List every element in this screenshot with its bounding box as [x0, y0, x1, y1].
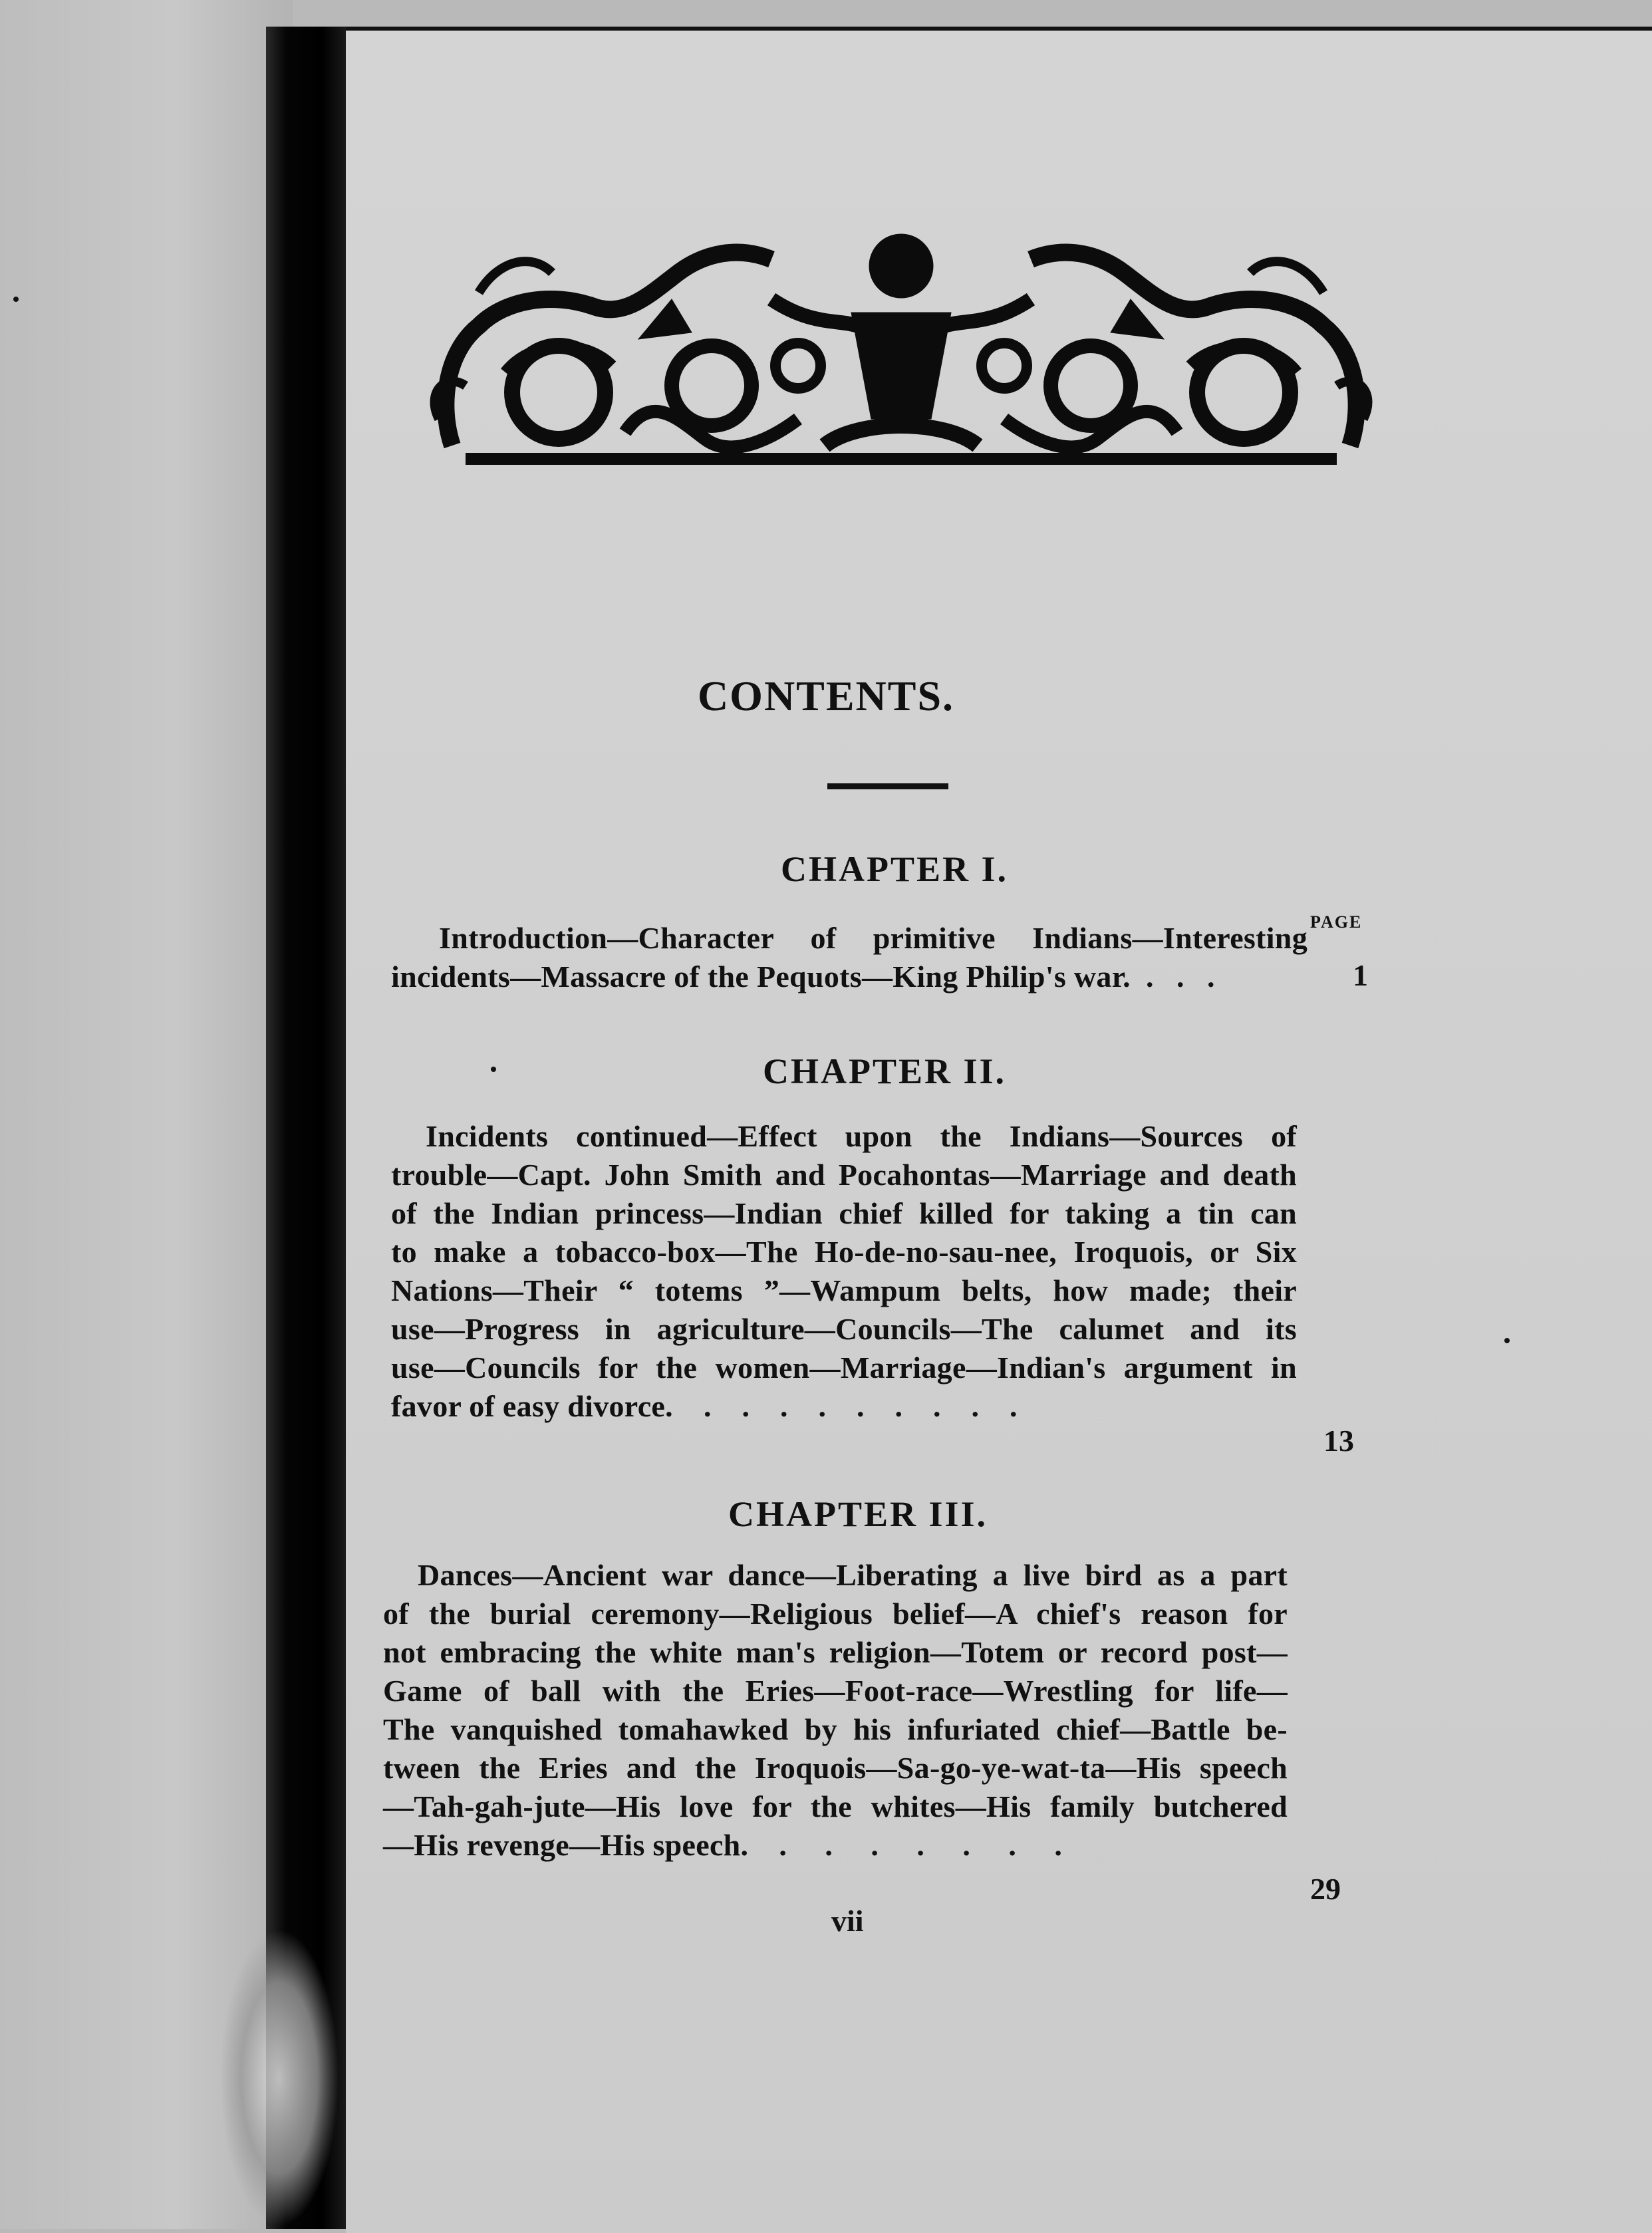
- summary-line: not embracing the white man's religion—Totem or record post—: [383, 1635, 1288, 1669]
- summary-line: Nations—Their “ totems ”—Wampum belts, how made; their: [391, 1273, 1297, 1307]
- summary-line: Incidents continued—Effect upon the Indians—Sources of: [426, 1119, 1297, 1153]
- summary-line: Game of ball with the Eries—Foot-race—Wrestling for life—: [383, 1674, 1288, 1708]
- page-title: CONTENTS.: [697, 672, 955, 720]
- ornamental-headpiece: [426, 219, 1377, 479]
- title-rule: [827, 783, 948, 789]
- chapter-1-heading: CHAPTER I.: [780, 849, 1009, 889]
- summary-line: Dances—Ancient war dance—Liberating a live bird as a part: [418, 1558, 1288, 1592]
- summary-line: —His revenge—His speech. . . . . . . .: [383, 1828, 1062, 1862]
- facing-page: [0, 0, 293, 2229]
- summary-line: favor of easy divorce. . . . . . . . . .: [391, 1389, 1018, 1423]
- page-column-label: PAGE: [1310, 912, 1363, 932]
- summary-line: of the Indian princess—Indian chief killed for taking a tin can: [391, 1196, 1297, 1230]
- summary-line: tween the Eries and the Iroquois—Sa-go-ye-wat-ta—His speech: [383, 1751, 1288, 1785]
- summary-line: trouble—Capt. John Smith and Pocahontas—Marriage and death: [391, 1158, 1297, 1192]
- chapter-3-heading: CHAPTER III.: [728, 1494, 988, 1534]
- summary-line: use—Councils for the women—Marriage—Indian's argument in: [391, 1351, 1297, 1384]
- chapter-2-summary: [391, 1117, 1297, 1426]
- chapter-3-summary: [383, 1556, 1288, 1865]
- chapter-2-page: 13: [1323, 1424, 1354, 1458]
- summary-line: Introduction—Character of primitive Indians—Interesting: [439, 921, 1308, 955]
- book-spine: [266, 27, 346, 2229]
- summary-line: —Tah-gah-jute—His love for the whites—His family butchered: [383, 1789, 1288, 1823]
- summary-line: use—Progress in agriculture—Councils—The calumet and its: [391, 1312, 1297, 1346]
- spine-smudge: [219, 1928, 339, 2228]
- summary-line: incidents—Massacre of the Pequots—King Philip's war. . . .: [391, 960, 1215, 993]
- page-speck: [1504, 1338, 1510, 1343]
- chapter-1-summary: [391, 919, 1308, 996]
- summary-line: of the burial ceremony—Religious belief—A chief's reason for: [383, 1597, 1288, 1631]
- summary-line: The vanquished tomahawked by his infuriated chief—Battle be-: [383, 1712, 1288, 1746]
- chapter-1-page: 1: [1353, 958, 1368, 992]
- page-speck: [13, 297, 19, 302]
- chapter-2-heading: CHAPTER II.: [762, 1051, 1007, 1091]
- page-speck: [491, 1067, 496, 1072]
- chapter-3-page: 29: [1310, 1872, 1341, 1906]
- page-folio: vii: [831, 1904, 864, 1938]
- summary-line: to make a tobacco-box—The Ho-de-no-sau-nee, Iroquois, or Six: [391, 1235, 1297, 1269]
